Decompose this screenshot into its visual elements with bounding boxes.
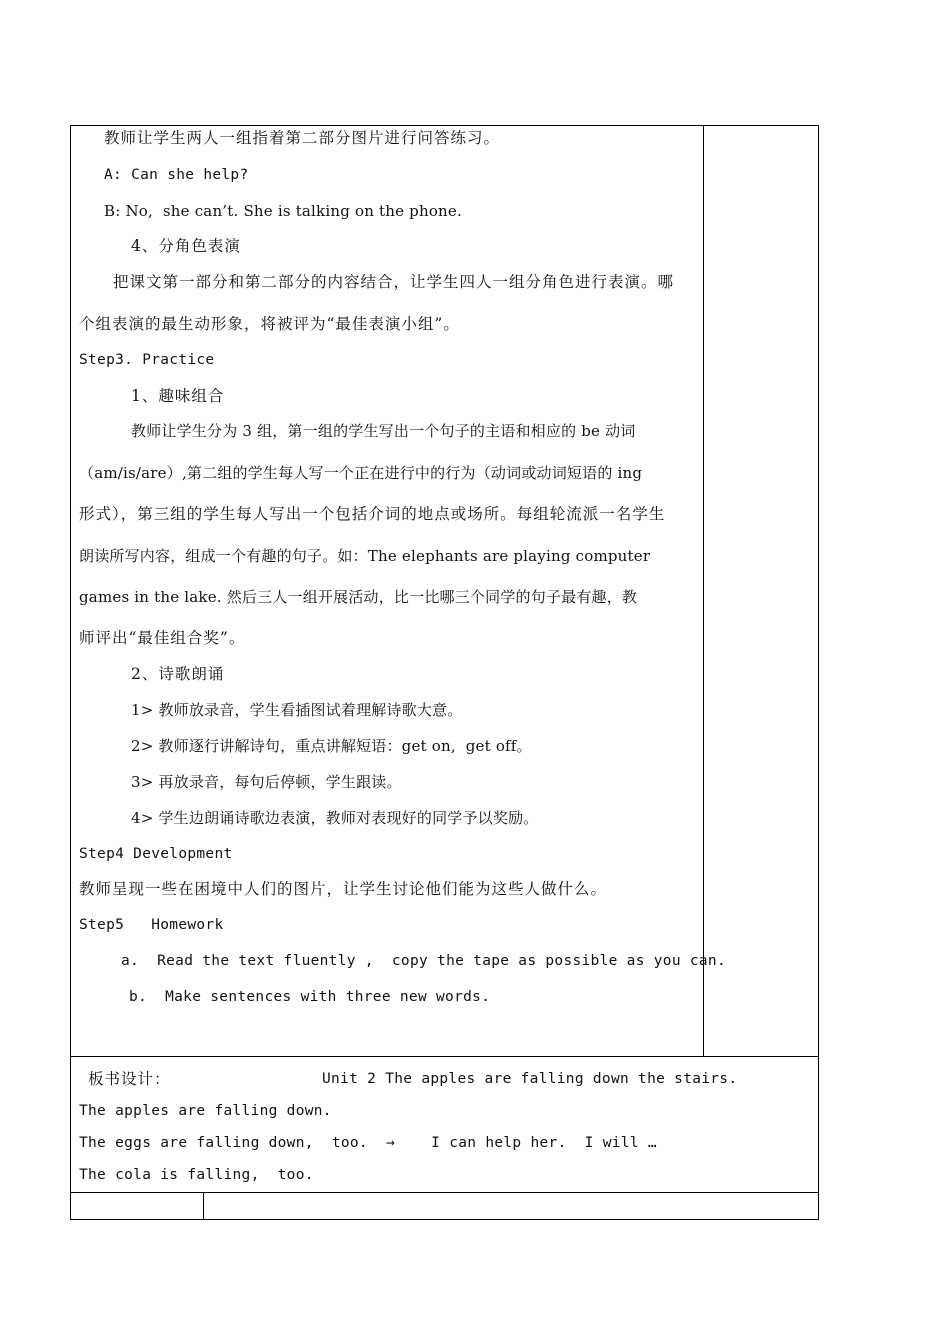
list-item: 4> 学生边朗诵诗歌边表演，教师对表现好的同学予以奖励。 — [131, 809, 539, 827]
board-label: 板书设计： — [88, 1070, 171, 1088]
homework-item: b. Make sentences with three new words. — [129, 989, 491, 1005]
text-line: 教师呈现一些在困境中人们的图片，让学生讨论他们能为这些人做什么。 — [79, 880, 608, 898]
text-line: 教师让学生分为 3 组，第一组的学生写出一个句子的主语和相应的 be 动词 — [131, 422, 636, 440]
board-line: The cola is falling, too. — [79, 1167, 314, 1183]
section-heading: 4、分角色表演 — [131, 237, 241, 255]
step-heading: Step4 Development — [79, 846, 233, 862]
section-heading: 2、诗歌朗诵 — [131, 665, 225, 683]
list-item: 1> 教师放录音，学生看插图试着理解诗歌大意。 — [131, 701, 463, 719]
text-line: 个组表演的最生动形象，将被评为“最佳表演小组”。 — [79, 315, 460, 333]
table-bottom-border — [70, 1219, 819, 1220]
board-line: The eggs are falling down, too. → I can help her. I will … — [79, 1135, 657, 1151]
dialogue-a: A: Can she help? — [104, 167, 249, 183]
row-divider-bottom — [70, 1192, 819, 1193]
step-heading: Step5 Homework — [79, 917, 224, 933]
text-line: 朗读所写内容，组成一个有趣的句子。如：The elephants are playing computer — [79, 547, 651, 565]
column-divider — [703, 125, 704, 1057]
text-line: 师评出“最佳组合奖”。 — [79, 629, 246, 647]
text-line: 教师让学生两人一组指着第二部分图片进行问答练习。 — [104, 129, 501, 147]
list-item: 2> 教师逐行讲解诗句，重点讲解短语：get on, get off。 — [131, 737, 532, 755]
text-line: games in the lake. 然后三人一组开展活动，比一比哪三个同学的句子最有趣，教 — [79, 588, 638, 606]
text-line: 把课文第一部分和第二部分的内容结合，让学生四人一组分角色进行表演。哪 — [113, 273, 675, 291]
homework-item: a. Read the text fluently , copy the tape as possible as you can. — [121, 953, 726, 969]
step-heading: Step3. Practice — [79, 352, 215, 368]
bottom-cell-divider — [203, 1192, 204, 1220]
dialogue-b: B: No, she can’t. She is talking on the phone. — [104, 202, 462, 220]
row-divider-board — [70, 1056, 819, 1057]
text-line: 形式），第三组的学生每人写出一个包括介词的地点或场所。每组轮流派一名学生 — [79, 505, 666, 523]
board-title: Unit 2 The apples are falling down the stairs. — [322, 1071, 738, 1087]
section-heading: 1、趣味组合 — [131, 387, 225, 405]
list-item: 3> 再放录音，每句后停顿，学生跟读。 — [131, 773, 402, 791]
board-line: The apples are falling down. — [79, 1103, 332, 1119]
table-top-border — [70, 125, 819, 126]
text-line: （am/is/are）,第二组的学生每人写一个正在进行中的行为（动词或动词短语的 ing — [79, 464, 643, 482]
